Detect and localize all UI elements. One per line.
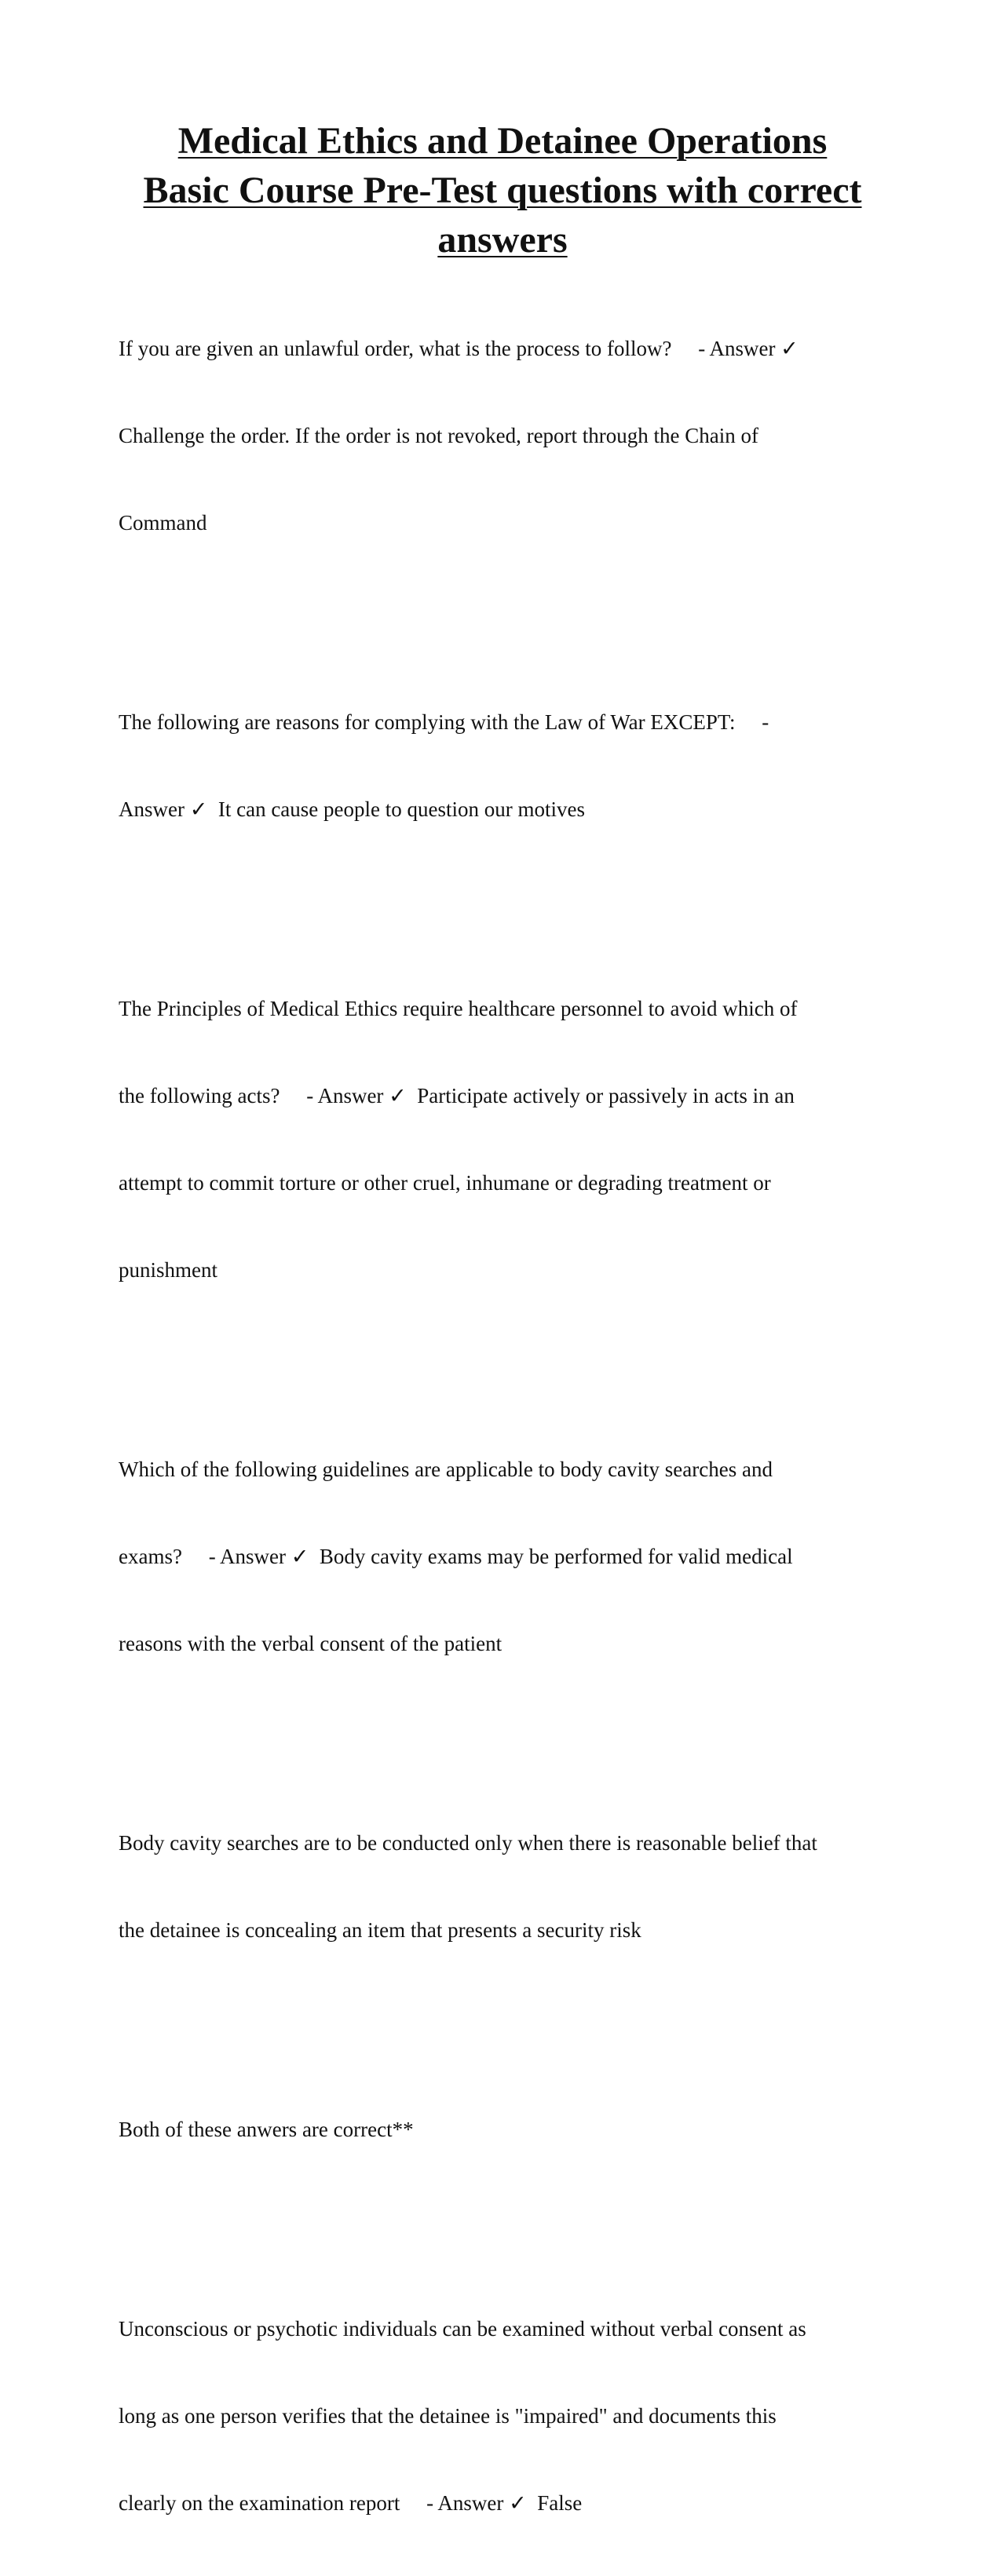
text-line: The following are reasons for complying with the Law of War EXCEPT: - (119, 710, 769, 734)
text-line: The Principles of Medical Ethics require healthcare personnel to avoid which of (119, 997, 798, 1020)
text-line: attempt to commit torture or other cruel, inhumane or degrading treatment or (119, 1171, 771, 1195)
document-title (110, 116, 895, 265)
document-body (119, 276, 888, 2576)
paragraph-spacer (119, 1343, 888, 1397)
title-line: answers (437, 219, 568, 261)
text-line: clearly on the examination report - Answer ✓ False (119, 2491, 583, 2515)
text-line: Both of these anwers are correct** (119, 2118, 414, 2141)
question-block-unlawful-order (119, 276, 888, 596)
text-line: long as one person verifies that the detainee is "impaired" and documents this (119, 2404, 777, 2428)
paragraph-spacer (119, 2003, 888, 2057)
text-line: If you are given an unlawful order, what is the process to follow? - Answer ✓ (119, 337, 799, 360)
text-line: Challenge the order. If the order is not revoked, report through the Chain of (119, 424, 759, 447)
text-line: punishment (119, 1258, 217, 1282)
question-block-cavity-guidelines (119, 1397, 888, 1717)
text-line: Answer ✓ It can cause people to question our motives (119, 797, 585, 821)
text-line: Unconscious or psychotic individuals can be examined without verbal consent as (119, 2317, 806, 2341)
question-block-law-of-war (119, 650, 888, 882)
text-line: Body cavity searches are to be conducted only when there is reasonable belief that (119, 1831, 817, 1855)
text-line: reasons with the verbal consent of the patient (119, 1632, 502, 1655)
text-line: the detainee is concealing an item that presents a security risk (119, 1918, 641, 1942)
paragraph-spacer (119, 882, 888, 936)
text-line: the following acts? - Answer ✓ Participate actively or passively in acts in an (119, 1084, 795, 1107)
title-line: Medical Ethics and Detainee Operations (177, 120, 828, 162)
text-line: exams? - Answer ✓ Body cavity exams may be performed for valid medical (119, 1545, 793, 1568)
title-line: Basic Course Pre-Test questions with correct (143, 170, 862, 211)
paragraph-spacer (119, 596, 888, 650)
answer-block-cavity-searches (119, 1771, 888, 2003)
answer-block-both-correct (119, 2057, 888, 2202)
paragraph-spacer (119, 1717, 888, 1771)
text-line: Command (119, 511, 207, 535)
text-line: Which of the following guidelines are applicable to body cavity searches and (119, 1458, 773, 1481)
paragraph-spacer (119, 2202, 888, 2257)
question-block-unconscious-individuals (119, 2257, 888, 2576)
question-block-medical-ethics (119, 936, 888, 1343)
